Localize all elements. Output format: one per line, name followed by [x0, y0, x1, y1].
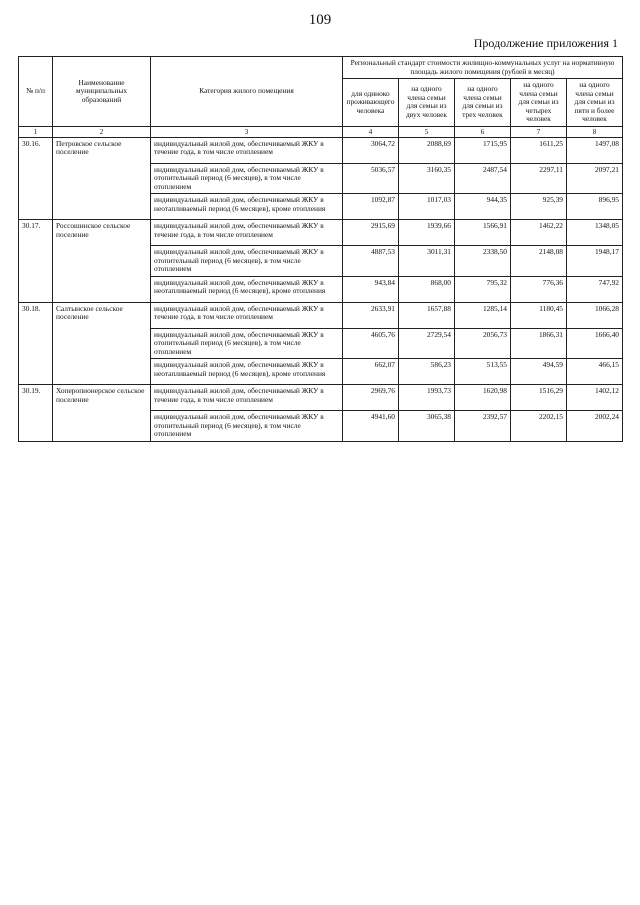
header-index: 8	[567, 126, 623, 137]
table-row	[19, 137, 623, 163]
continuation-label: Продолжение приложения 1	[473, 36, 618, 50]
header-municipality: Наименование муниципальных образований	[53, 57, 151, 127]
row-number: 30.16.	[19, 137, 53, 220]
standard-cost-cell: 494,59	[511, 359, 567, 385]
standard-cost-cell: 2969,76	[343, 385, 399, 411]
standard-cost-cell: 2056,73	[455, 328, 511, 359]
standard-cost-cell: 3160,35	[399, 163, 455, 194]
standard-cost-cell: 943,84	[343, 276, 399, 302]
housing-category: индивидуальный жилой дом, обеспечиваемый ЖКУ в отопительный период (6 месяцев), в том числе отоплением	[151, 411, 343, 442]
standard-cost-cell: 1611,25	[511, 137, 567, 163]
standard-cost-cell: 1402,12	[567, 385, 623, 411]
municipality-name: Петровское сельское поселение	[53, 137, 151, 220]
tariff-table	[18, 56, 623, 442]
header-index: 5	[399, 126, 455, 137]
standard-cost-cell: 2633,91	[343, 302, 399, 328]
header-col-three: на одного члена семьи для семьи из трех человек	[455, 79, 511, 127]
standard-cost-cell: 1017,03	[399, 194, 455, 220]
standard-cost-cell: 2729,54	[399, 328, 455, 359]
header-num: № п/п	[19, 57, 53, 127]
housing-category: индивидуальный жилой дом, обеспечиваемый ЖКУ в отопительный период (6 месяцев), в том числе отоплением	[151, 246, 343, 277]
standard-cost-cell: 5036,57	[343, 163, 399, 194]
standard-cost-cell: 747,92	[567, 276, 623, 302]
standard-cost-cell: 795,32	[455, 276, 511, 302]
standard-cost-cell: 2148,08	[511, 246, 567, 277]
standard-cost-cell: 868,00	[399, 276, 455, 302]
standard-cost-cell: 1516,29	[511, 385, 567, 411]
standard-cost-cell: 1939,66	[399, 220, 455, 246]
header-index-row	[19, 126, 623, 137]
table-body	[19, 137, 623, 441]
standard-cost-cell: 513,55	[455, 359, 511, 385]
housing-category: индивидуальный жилой дом, обеспечиваемый ЖКУ в течение года, в том числе отоплением	[151, 302, 343, 328]
standard-cost-cell: 896,95	[567, 194, 623, 220]
table-row	[19, 302, 623, 328]
housing-category: индивидуальный жилой дом, обеспечиваемый ЖКУ в неотапливаемый период (6 месяцев), кроме отопления	[151, 359, 343, 385]
housing-category: индивидуальный жилой дом, обеспечиваемый ЖКУ в неотапливаемый период (6 месяцев), кроме отопления	[151, 194, 343, 220]
standard-cost-cell: 1620,98	[455, 385, 511, 411]
header-col-two: на одного члена семьи для семьи из двух человек	[399, 79, 455, 127]
standard-cost-cell: 1180,45	[511, 302, 567, 328]
standard-cost-cell: 586,23	[399, 359, 455, 385]
municipality-name: Россошинское сельское поселение	[53, 220, 151, 303]
standard-cost-cell: 1948,17	[567, 246, 623, 277]
header-col-five: на одного члена семьи для семьи из пяти и более человек	[567, 79, 623, 127]
standard-cost-cell: 1666,40	[567, 328, 623, 359]
standard-cost-cell: 2297,11	[511, 163, 567, 194]
header-col-single: для одиноко проживающего человека	[343, 79, 399, 127]
housing-category: индивидуальный жилой дом, обеспечиваемый ЖКУ в течение года, в том числе отоплением	[151, 137, 343, 163]
housing-category: индивидуальный жилой дом, обеспечиваемый ЖКУ в течение года, в том числе отоплением	[151, 220, 343, 246]
standard-cost-cell: 4605,76	[343, 328, 399, 359]
municipality-name: Хоперопионерское сельское поселение	[53, 385, 151, 442]
row-number: 30.18.	[19, 302, 53, 385]
standard-cost-cell: 1462,22	[511, 220, 567, 246]
standard-cost-cell: 1066,28	[567, 302, 623, 328]
standard-cost-cell: 662,07	[343, 359, 399, 385]
standard-cost-cell: 1497,08	[567, 137, 623, 163]
standard-cost-cell: 1715,95	[455, 137, 511, 163]
page-number: 109	[308, 12, 332, 28]
standard-cost-cell: 1092,87	[343, 194, 399, 220]
standard-cost-cell: 1993,73	[399, 385, 455, 411]
standard-cost-cell: 3011,31	[399, 246, 455, 277]
standard-cost-cell: 2097,21	[567, 163, 623, 194]
standard-cost-cell: 776,36	[511, 276, 567, 302]
standard-cost-cell: 2338,50	[455, 246, 511, 277]
standard-cost-cell: 1285,14	[455, 302, 511, 328]
standard-cost-cell: 466,15	[567, 359, 623, 385]
header-index: 4	[343, 126, 399, 137]
municipality-name: Салтынское сельское поселение	[53, 302, 151, 385]
standard-cost-cell: 3065,38	[399, 411, 455, 442]
housing-category: индивидуальный жилой дом, обеспечиваемый ЖКУ в отопительный период (6 месяцев), в том числе отоплением	[151, 163, 343, 194]
header-category: Категория жилого помещения	[151, 57, 343, 127]
standard-cost-cell: 1866,31	[511, 328, 567, 359]
standard-cost-cell: 925,39	[511, 194, 567, 220]
header-index: 3	[151, 126, 343, 137]
housing-category: индивидуальный жилой дом, обеспечиваемый ЖКУ в неотапливаемый период (6 месяцев), кроме отопления	[151, 276, 343, 302]
standard-cost-cell: 3064,72	[343, 137, 399, 163]
standard-cost-cell: 1657,88	[399, 302, 455, 328]
header-index: 6	[455, 126, 511, 137]
table-row	[19, 385, 623, 411]
table-row	[19, 220, 623, 246]
header-standard-group: Региональный стандарт стоимости жилищно-коммунальных услуг на нормативную площадь жилого помещения (рублей в месяц)	[343, 57, 623, 79]
housing-category: индивидуальный жилой дом, обеспечиваемый ЖКУ в течение года, в том числе отоплением	[151, 385, 343, 411]
standard-cost-cell: 2915,69	[343, 220, 399, 246]
standard-cost-cell: 2002,24	[567, 411, 623, 442]
standard-cost-cell: 1566,91	[455, 220, 511, 246]
standard-cost-cell: 4941,60	[343, 411, 399, 442]
header-index: 1	[19, 126, 53, 137]
header-col-four: на одного члена семьи для семьи из четырех человек	[511, 79, 567, 127]
header-index: 2	[53, 126, 151, 137]
standard-cost-cell: 2202,15	[511, 411, 567, 442]
standard-cost-cell: 1348,05	[567, 220, 623, 246]
standard-cost-cell: 944,35	[455, 194, 511, 220]
standard-cost-cell: 2487,54	[455, 163, 511, 194]
standard-cost-cell: 4887,53	[343, 246, 399, 277]
row-number: 30.19.	[19, 385, 53, 442]
standard-cost-cell: 2088,69	[399, 137, 455, 163]
header-index: 7	[511, 126, 567, 137]
housing-category: индивидуальный жилой дом, обеспечиваемый ЖКУ в отопительный период (6 месяцев), в том числе отоплением	[151, 328, 343, 359]
row-number: 30.17.	[19, 220, 53, 303]
tariff-sheet	[18, 56, 622, 442]
standard-cost-cell: 2392,57	[455, 411, 511, 442]
